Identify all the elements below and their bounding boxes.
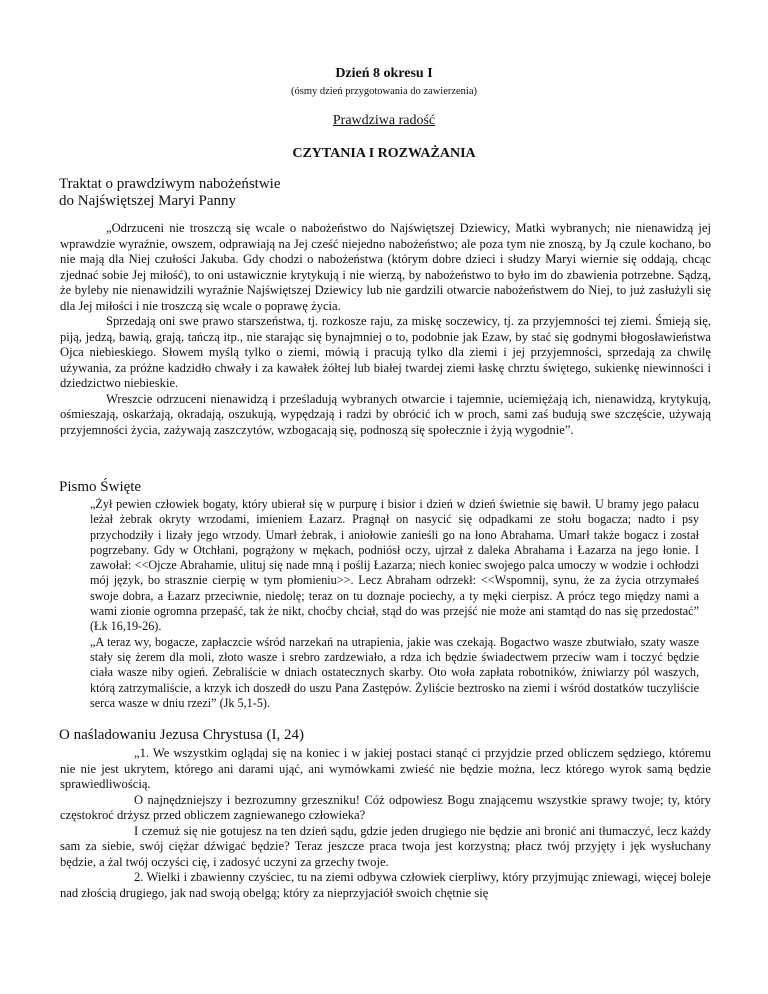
nasladowanie-heading: O naśladowaniu Jezusa Chrystusa (I, 24) xyxy=(59,727,304,743)
page-title: Dzień 8 okresu I xyxy=(335,66,433,81)
traktat-heading-line2: do Najświętszej Maryi Panny xyxy=(59,193,237,209)
day-theme: Prawdziwa radość xyxy=(332,113,436,128)
nasladowanie-text xyxy=(60,746,711,901)
traktat-paragraph-3: Wreszcie odrzuceni nienawidzą i prześladują wybranych otwarcie i tajemnie, uciemiężają ich, nienawidzą, krytykują, ośmieszają, oskarżają, okradają, oszukują, wypędzają i radzi by obrócić ich w proch, sami zaś budują swe szczęście, używają przyjemności życia, zażywają zaszczytów, wzbogacają się, podnoszą się społecznie i żyją wygodnie”. xyxy=(60,391,711,437)
pismo-paragraph-1: „Żył pewien człowiek bogaty, który ubierał się w purpurę i bisior i dzień w dzień świetnie się bawił. U bramy jego pałacu leżał żebrak okryty wrzodami, imieniem Łazarz. Pragnął on nasycić się odpadkami ze stołu bogacza; nadto i psy przychodziły i lizały jego wrzody. Umarł żebrak, i aniołowie zanieśli go na łono Abrahama. Umarł także bogacz i został pogrzebany. Gdy w Otchłani, pogrążony w mękach, podniósł oczy, ujrzał z daleka Abrahama i Łazarza na jego łonie. I zawołał: <<Ojcze Abrahamie, ulituj się nade mną i poślij Łazarza; niech koniec swojego palca umoczy w wodzie i ochłodzi mój język, bo strasznie cierpię w tym płomieniu>>. Lecz Abraham odrzekł: <<Wspomnij, synu, że za życia otrzymałeś swoje dobra, a Łazarz przeciwnie, niedolę; teraz on tu doznaje pociechy, a ty męki cierpisz. A prócz tego między nami a wami zionie ogromna przepaść, tak że nikt, choćby chciał, stąd do was przejść nie może ani stamtąd do nas się przedostać” (Łk 16,19-26). xyxy=(90,497,699,634)
traktat-text xyxy=(60,221,711,438)
nasladowanie-paragraph-1: „1. We wszystkim oglądaj się na koniec i w jakiej postaci stanąć ci przyjdzie przed obliczem sędziego, któremu nie nie jest ukrytem, którego ani darami ująć, ani wymówkami zwieść nie będzie można, lecz którego wyrok samą będzie sprawiedliwością. xyxy=(60,746,711,791)
section-heading: CZYTANIA I ROZWAŻANIA xyxy=(292,146,476,161)
traktat-heading xyxy=(59,176,280,210)
traktat-paragraph-2: Sprzedają oni swe prawo starszeństwa, tj. rozkosze raju, za miskę soczewicy, tj. za przyjemności tej ziemi. Śmieją się, piją, jedzą, bawią, grają, tańczą itp., nie starając się bynajmniej o to, podobnie jak Ezaw, by stać się godnymi błogosławieństwa Ojca niebieskiego. Słowem myślą tylko o ziemi, mówią i pracują tylko dla ziemi i jej przyjemności, sprzedają za chwilę używania, za próżne kadzidło chwały i za kawałek żółtej lub białej twardej ziemi łaskę chrztu świętego, sukienkę niewinności i dziedzictwo niebieskie. xyxy=(60,314,711,390)
pismo-paragraph-2: „A teraz wy, bogacze, zapłaczcie wśród narzekań na utrapienia, jakie was czekają. Bogactwo wasze zbutwiało, szaty wasze stały się żerem dla moli, złoto wasze i srebro zardzewiało, a rdza ich będzie świadectwem przeciw wam i toczyć będzie ciała wasze niby ogień. Zebraliście w dniach ostatecznych skarby. Oto woła zapłata robotników, żniwiarzy pól waszych, którą zatrzymaliście, a krzyk ich doszedł do uszu Pana Zastępów. Żyliście beztrosko na ziemi i wśród dostatków tuczyliście serca wasze w dniu rzezi” (Jk 5,1-5). xyxy=(90,634,699,710)
traktat-heading-line1: Traktat o prawdziwym nabożeństwie xyxy=(59,176,281,192)
pismo-heading: Pismo Święte xyxy=(59,479,142,495)
page-subtitle: (ósmy dzień przygotowania do zawierzenia) xyxy=(290,86,477,97)
nasladowanie-paragraph-3: I czemuż się nie gotujesz na ten dzień sądu, gdzie jeden drugiego nie będzie ani bronić ani tłumaczyć, lecz każdy sam za siebie, swój ciężar dźwigać będzie? Teraz jeszcze praca twoja jest korzystną; płacz twój przyjęty i jęk wysłuchany będzie, a żal twój oczyści cię, i zadosyć uczyni za grzechy twoje. xyxy=(60,823,711,869)
traktat-paragraph-1: „Odrzuceni nie troszczą się wcale o nabożeństwo do Najświętszej Dziewicy, Matki wybranych; nie nienawidzą jej wprawdzie wyraźnie, owszem, odprawiają na Jej cześć niejedno nabożeństwo; ale poza tym nie znoszą, by Ją czule kochano, bo nie mają dla Niej czułości Jakuba. Gdy chodzi o nabożeństwa (którym dobre dzieci i słudzy Maryi wiernie się oddają, chcąc zjednać sobie Jej miłość), to oni ustawicznie krytykują i nie wierzą, by nabożeństwo to było im do zbawienia potrzebne. Sądzą, że byleby nie nienawidzili wyraźnie Najświętszej Dziewicy lub nie gardzili otwarcie nabożeństwem do Niej, to już zasłużyli się dla Jej miłości i nie troszczą się wcale o poprawę życia. xyxy=(60,221,711,313)
nasladowanie-paragraph-2: O najnędzniejszy i bezrozumny grzeszniku! Cóż odpowiesz Bogu znającemu wszystkie sprawy twoje; ty, który częstokroć drżysz przed obliczem zagniewanego człowieka? xyxy=(60,792,711,822)
pismo-text xyxy=(90,497,699,711)
nasladowanie-paragraph-4: 2. Wielki i zbawienny czyściec, tu na ziemi odbywa człowiek cierpliwy, który przyjmując zniewagi, więcej boleje nad złością drugiego, jak nad swoją obelgą; który za nieprzyjaciół swoich chętnie się xyxy=(60,870,711,900)
